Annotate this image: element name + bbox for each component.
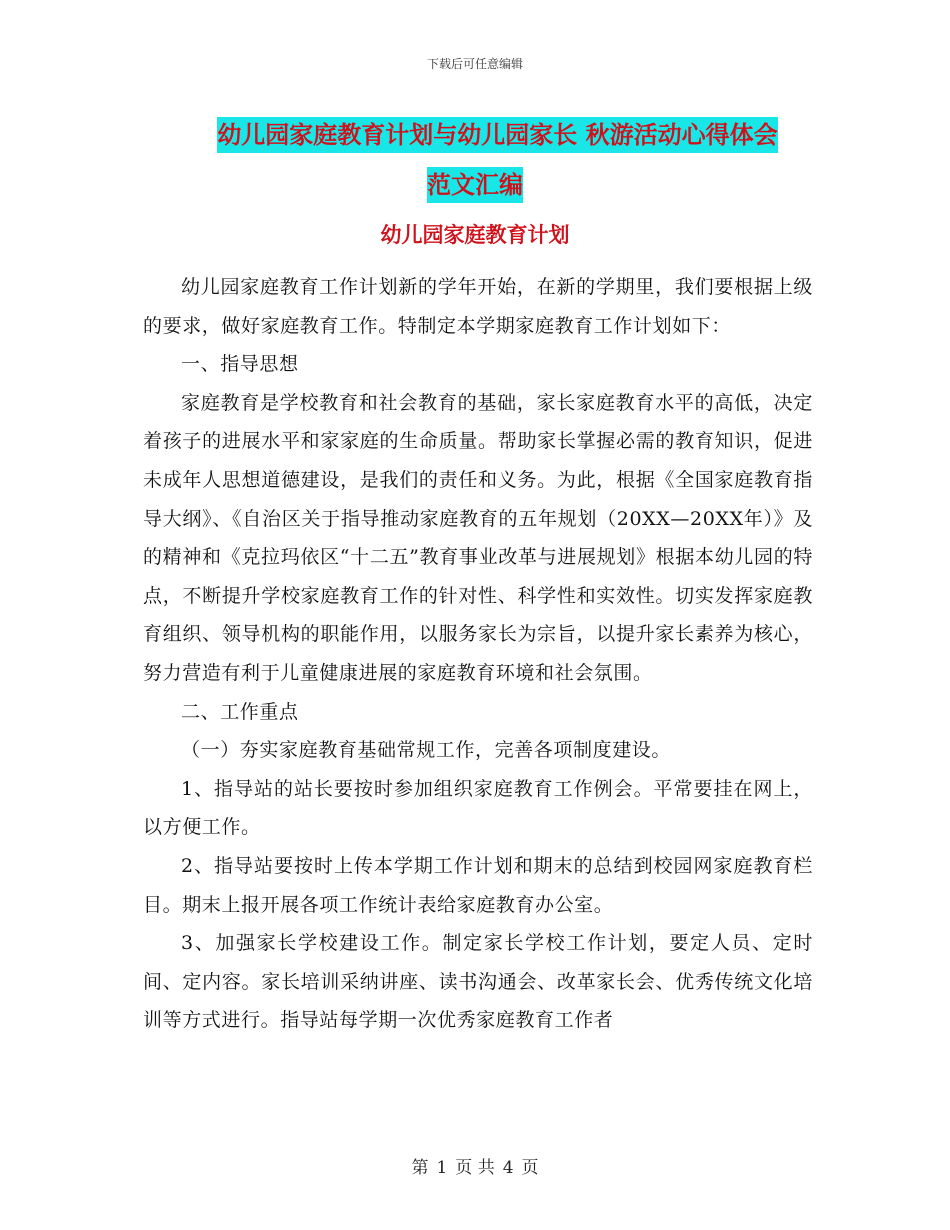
header-note: 下载后可任意编辑 xyxy=(426,57,523,71)
title-line-2: 范文汇编 xyxy=(427,167,523,203)
list-item-3: 3、加强家长学校建设工作。制定家长学校工作计划，要定人员、定时间、定内容。家长培训采纳讲座、读书沟通会、改革家长会、优秀传统文化培训等方式进行。指导站每学期一次优秀家庭教育工作者 xyxy=(143,932,813,1032)
heading-guiding-ideology: 一、指导思想 xyxy=(181,353,299,376)
footer-page-number: 1 xyxy=(436,1158,448,1178)
list-item-1: 1、指导站的站长要按时参加组织家庭教育工作例会。平常要挂在网上，以方便工作。 xyxy=(143,777,813,839)
title-line-1: 幼儿园家庭教育计划与幼儿园家长 秋游活动心得体会 xyxy=(217,117,777,153)
paragraph-intro: 幼儿园家庭教育工作计划新的学年开始，在新的学期里，我们要根据上级的要求，做好家庭教育工作。特制定本学期家庭教育工作计划如下： xyxy=(143,276,813,337)
footer-suffix: 页 xyxy=(521,1158,539,1178)
footer-middle: 页 共 xyxy=(455,1158,495,1178)
page-footer xyxy=(0,1153,950,1178)
footer-total-pages: 4 xyxy=(502,1158,514,1178)
subheading-foundation-work: （一）夯实家庭教育基础常规工作，完善各项制度建设。 xyxy=(181,739,672,762)
heading-work-focus: 二、工作重点 xyxy=(181,700,299,723)
document-body xyxy=(143,268,813,1040)
document-title xyxy=(0,110,950,210)
section-title: 幼儿园家庭教育计划 xyxy=(380,223,570,247)
paragraph-guiding-ideology: 家庭教育是学校教育和社会教育的基础，家长家庭教育水平的高低，决定着孩子的进展水平和家家庭的生命质量。帮助家长掌握必需的教育知识，促进未成年人思想道德建设，是我们的责任和义务。为此，根据《全国家庭教育指导大纲》、《自治区关于指导推动家庭教育的五年规划（20XX—20XX年）》及的精神和《克拉玛依区“十二五”教育事业改革与进展规划》根据本幼儿园的特点，不断提升学校家庭教育工作的针对性、科学性和实效性。切实发挥家庭教育组织、领导机构的职能作用，以服务家长为宗旨，以提升家长素养为核心，努力营造有利于儿童健康进展的家庭教育环境和社会氛围。 xyxy=(143,391,813,684)
list-item-2: 2、指导站要按时上传本学期工作计划和期末的总结到校园网家庭教育栏目。期末上报开展各项工作统计表给家庭教育办公室。 xyxy=(143,854,813,916)
footer-prefix: 第 xyxy=(411,1158,429,1178)
